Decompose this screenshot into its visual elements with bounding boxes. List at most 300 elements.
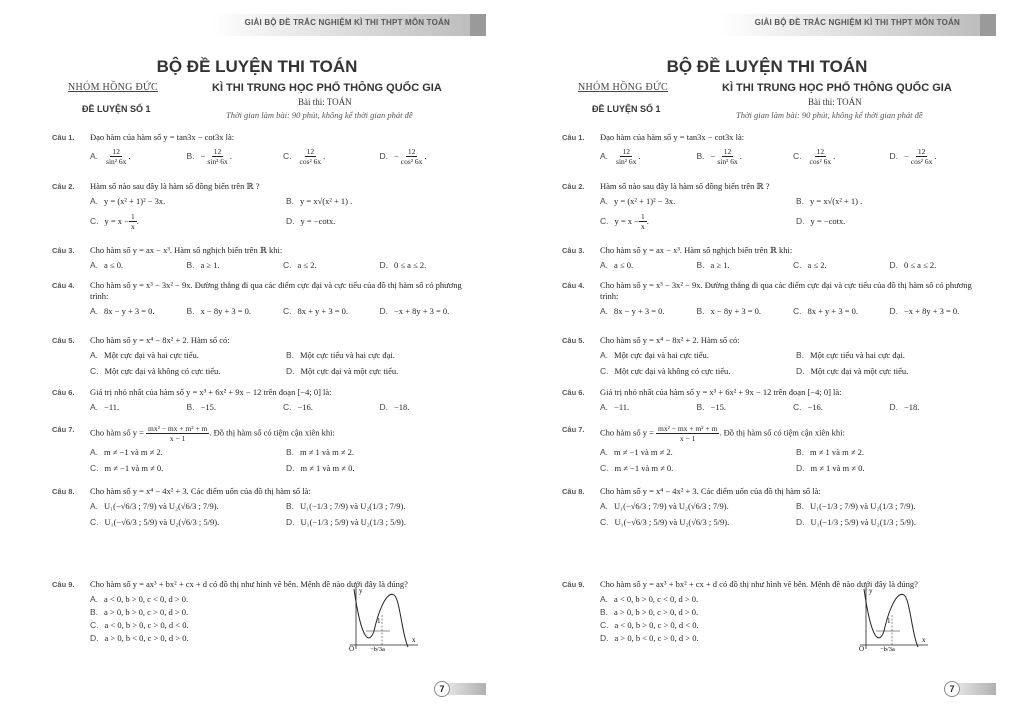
question-number: Câu 1. [52,133,75,142]
question-text [600,424,980,443]
option-text: y = −cotx. [300,216,336,226]
option-letter: B. [696,402,705,412]
answer-options [600,306,980,317]
fraction-numerator: 12 [306,147,315,156]
option-letter: C. [600,366,609,376]
option-text: a ≤ 0. [104,260,124,270]
answer-option-b [187,260,278,271]
option-text: Một cực đại và một cực tiểu. [300,366,399,376]
option-letter: B. [696,306,705,316]
answer-option-b [796,350,980,361]
answer-option-a [600,501,790,512]
option-text: Một cực đại và một cực tiểu. [810,366,909,376]
option-letter: A. [600,501,609,511]
tick-label: −b/3a [880,646,895,651]
peak-label: 1 [377,617,381,625]
answer-option-d [90,633,320,644]
option-text: Một cực tiểu và hai cực đại. [810,350,905,360]
answer-option-a [90,196,280,207]
answer-option-c [90,463,280,474]
option-text: Một cực tiểu và hai cực đại. [300,350,395,360]
page-title: BỘ ĐỀ LUYỆN THI TOÁN [156,57,358,76]
option-text: y = (x² + 1)² − 3x. [614,196,676,206]
fraction-numerator: mx² − mx + m² + m [148,424,208,433]
y-label: y [359,587,363,595]
answer-option-a [90,260,181,271]
answer-options [90,594,320,644]
question-9 [562,579,980,651]
x-label: x [412,636,416,644]
question-text: Cho hàm số y = x³ − 3x² − 9x. Đường thẳng đi qua các điểm cực đại và cực tiểu của đồ thị hàm số có phương trình: [90,280,462,301]
option-letter: C. [793,260,802,270]
answer-option-a [90,147,181,166]
option-text: 8x − y + 3 = 0. [614,306,665,316]
option-text: y = x√(x² + 1) . [810,196,863,206]
peak-label: 1 [887,617,891,625]
answer-options [600,402,980,413]
question-text: Cho hàm số y = x⁴ − 4x² + 3. Các điểm uốn của đồ thị hàm số là: [600,486,821,496]
answer-option-b [286,196,470,207]
answer-option-d [286,366,470,377]
fraction-numerator: 12 [723,147,732,156]
answer-option-d [380,402,471,413]
answer-options [90,147,470,166]
answer-option-c [90,212,280,231]
question-text: Giá trị nhỏ nhất của hàm số y = x³ + 6x² + 9x − 12 trên đoạn [−4; 0] là: [600,387,842,397]
question-text-post: . Đồ thị hàm số có tiệm cận xiên khi: [719,427,845,438]
question-text: Hàm số nào sau đây là hàm số đồng biến trên ℝ ? [600,181,770,191]
option-text: U₁(−1/3 ; 7/9) và U₂(1/3 ; 7/9). [300,501,406,511]
option-letter: A. [90,260,99,270]
exam-name: KÌ THI TRUNG HỌC PHỔ THÔNG QUỐC GIA [722,82,952,94]
option-suffix: . [128,151,131,161]
option-text: −16. [297,402,313,412]
option-text: a ≤ 2. [297,260,317,270]
answer-option-d [796,517,980,528]
option-letter: C. [90,517,99,527]
question-number: Câu 2. [562,182,585,191]
y-label: y [869,587,873,595]
answer-option-a [90,447,280,458]
answer-option-c [793,402,884,413]
question-text: Cho hàm số y = ax − x³. Hàm số nghịch biến trên ℝ khi: [90,245,283,255]
fraction-denominator: sin² 6x [616,157,637,166]
answer-option-d [890,306,981,317]
option-text: a ≤ 2. [807,260,827,270]
question-text: Cho hàm số y = ax³ + bx² + cx + d có đồ thị như hình vẽ bên. Mệnh đề nào dưới đây là đúng? [600,579,918,589]
option-suffix: . [638,151,641,161]
option-letter: C. [283,260,292,270]
option-letter: A. [90,151,99,161]
question-text: Cho hàm số y = ax³ + bx² + cx + d có đồ thị như hình vẽ bên. Mệnh đề nào dưới đây là đúng? [90,579,408,589]
fraction-denominator: sin² 6x [717,157,738,166]
answer-option-a [600,350,790,361]
option-letter: B. [186,260,195,270]
option-prefix: y = x − [614,216,639,226]
header-bar-end [980,14,996,36]
question-7 [52,424,470,474]
option-text: −11. [104,402,120,412]
fraction-numerator: 12 [622,147,630,156]
fraction-numerator: 12 [816,147,825,156]
question-number: Câu 5. [562,336,585,345]
option-letter: B. [286,447,295,457]
question-8 [562,486,980,528]
answer-option-d [380,306,471,317]
exam-subject: Bài thi: TOÁN [808,97,862,107]
option-letter: A. [600,447,609,457]
page-number-bar [446,683,486,695]
question-number: Câu 4. [52,281,75,290]
answer-option-a [600,147,691,166]
cubic-curve [354,589,408,647]
question-text: Cho hàm số y = x⁴ − 8x² + 2. Hàm số có: [600,335,740,345]
answer-option-d [286,463,470,474]
answer-options [90,260,470,271]
option-text: m ≠ −1 và m ≠ 2. [104,447,163,457]
answer-option-d [890,260,981,271]
option-text: x − 8y + 3 = 0. [710,306,762,316]
option-suffix: . [323,151,326,161]
option-letter: B. [286,501,295,511]
answer-option-b [600,607,830,618]
answer-options [600,501,980,528]
question-number: Câu 2. [52,182,75,191]
question-text: Cho hàm số y = x⁴ − 8x² + 2. Hàm số có: [90,335,230,345]
answer-option-b [187,402,278,413]
option-letter: B. [796,501,805,511]
option-letter: D. [796,366,805,376]
answer-option-b [697,260,788,271]
option-letter: B. [696,260,705,270]
answer-option-c [283,147,374,166]
option-fraction [909,147,935,166]
option-fraction [298,147,324,166]
option-letter: D. [286,216,295,226]
fraction-denominator: cos² 6x [299,157,322,166]
question-number: Câu 7. [52,425,75,434]
option-suffix: . [934,151,937,161]
option-letter: B. [286,350,295,360]
option-letter: A. [600,260,609,270]
option-fraction [808,147,834,166]
option-text: m ≠ 1 và m ≠ 2. [810,447,864,457]
option-letter: B. [796,196,805,206]
option-letter: A. [90,402,99,412]
option-text: y = −cotx. [810,216,846,226]
fraction-denominator: x − 1 [679,434,696,443]
answer-option-c [600,517,790,528]
option-text: a < 0, b > 0, c < 0, d > 0. [614,594,699,604]
option-text: Một cực đại và không có cực tiểu. [614,366,731,376]
option-text: a > 0, b > 0, c > 0, d > 0. [614,607,699,617]
answer-option-a [600,196,790,207]
option-letter: D. [90,633,99,643]
option-fraction [129,212,137,231]
page-title: BỘ ĐỀ LUYỆN THI TOÁN [666,57,868,76]
answer-option-a [600,260,691,271]
option-suffix: . [646,216,649,226]
answer-option-a [600,594,830,605]
x-label: x [922,636,926,644]
question-number: Câu 9. [562,580,585,589]
answer-option-b [697,306,788,317]
option-letter: A. [90,447,99,457]
option-letter: D. [600,633,609,643]
question-number: Câu 5. [52,336,75,345]
question-number: Câu 9. [52,580,75,589]
answer-option-a [90,306,181,317]
answer-option-a [90,350,280,361]
exam-subject: Bài thi: TOÁN [298,97,352,107]
page-number: 7 [434,681,450,697]
answer-options [90,306,470,317]
option-letter: C. [90,216,99,226]
option-text: m ≠ 1 và m ≠ 0. [810,463,865,473]
answer-option-b [286,447,470,458]
answer-option-d [380,260,471,271]
answer-options [90,350,470,377]
question-text: Hàm số nào sau đây là hàm số đồng biến trên ℝ ? [90,181,260,191]
option-fraction [639,212,647,231]
option-text: Một cực đại và không có cực tiểu. [104,366,221,376]
option-text: −16. [807,402,823,412]
option-letter: C. [90,366,99,376]
fraction-numerator: 1 [640,212,645,221]
option-prefix: y = x − [104,216,129,226]
question-4 [52,280,470,317]
option-letter: B. [186,306,195,316]
answer-option-c [90,620,320,631]
option-text: a ≥ 1. [710,260,730,270]
option-suffix: . [136,216,139,226]
option-letter: D. [889,402,898,412]
question-9 [52,579,470,651]
option-letter: D. [286,517,295,527]
option-suffix: . [833,151,836,161]
answer-option-c [600,463,790,474]
cubic-curve [864,589,918,647]
question-number: Câu 8. [52,487,75,496]
answer-options [600,196,980,231]
option-fraction [205,147,229,166]
question-8 [52,486,470,528]
option-text: m ≠ −1 và m ≠ 2. [614,447,673,457]
answer-option-b [187,306,278,317]
origin-label: O [349,645,355,651]
answer-option-c [793,306,884,317]
option-letter: D. [379,151,388,161]
page-right [516,0,1018,725]
question-5 [52,335,470,377]
answer-option-a [90,594,320,605]
exam-name: KÌ THI TRUNG HỌC PHỔ THÔNG QUỐC GIA [212,82,442,94]
answer-option-a [600,447,790,458]
answer-option-b [796,196,980,207]
question-5 [562,335,980,377]
graph-svg [852,585,932,651]
question-2 [562,181,980,231]
question-number: Câu 1. [562,133,585,142]
fraction-numerator: mx² − mx + m² + m [658,424,718,433]
publisher-name: NHÓM HỒNG ĐỨC [68,82,158,93]
option-fraction [399,147,425,166]
answer-option-d [796,366,980,377]
option-text: Một cực đại và hai cực tiểu. [614,350,709,360]
option-letter: B. [186,151,195,161]
answer-option-c [600,212,790,231]
option-text: x − 8y + 3 = 0. [200,306,252,316]
answer-option-d [796,463,980,474]
question-1 [562,132,980,166]
answer-option-c [283,402,374,413]
option-letter: C. [600,216,609,226]
option-letter: B. [286,196,295,206]
option-letter: A. [600,402,609,412]
option-text: a > 0, b < 0, c > 0, d > 0. [614,633,699,643]
running-header: GIẢI BỘ ĐỀ TRẮC NGHIỆM KÌ THI THPT MÔN TOÁN [754,18,960,27]
question-text [90,424,470,443]
option-prefix: − [904,151,909,161]
option-fraction [715,147,739,166]
page-number-badge [944,681,996,697]
question-number: Câu 3. [52,246,75,255]
answer-option-a [600,306,691,317]
option-text: a < 0, b > 0, c > 0, d < 0. [104,620,189,630]
option-text: 0 ≤ a ≤ 2. [904,260,937,270]
option-text: U₁(−1/3 ; 5/9) và U₂(1/3 ; 5/9). [810,517,916,527]
question-number: Câu 6. [562,388,585,397]
answer-option-b [286,501,470,512]
header-bar-end [470,14,486,36]
answer-option-c [793,147,884,166]
option-letter: D. [796,517,805,527]
option-letter: D. [379,260,388,270]
option-text: a < 0, b > 0, c > 0, d < 0. [614,620,699,630]
question-6 [52,387,470,413]
fraction-denominator: x [130,222,135,231]
question-number: Câu 3. [562,246,585,255]
option-text: a < 0, b > 0, c < 0, d > 0. [104,594,189,604]
fraction-denominator: x [640,222,645,231]
option-text: U₁(−1/3 ; 7/9) và U₂(1/3 ; 7/9). [810,501,916,511]
time-note: Thời gian làm bài: 90 phút, không kể thời gian phát đề [736,110,923,120]
fraction-numerator: 1 [130,212,135,221]
option-fraction [104,147,131,166]
question-text: Cho hàm số y = ax − x³. Hàm số nghịch biến trên ℝ khi: [600,245,793,255]
answer-option-d [380,147,471,166]
question-text: Cho hàm số y = x⁴ − 4x² + 3. Các điểm uốn của đồ thị hàm số là: [90,486,311,496]
option-letter: D. [286,463,295,473]
question-text: Cho hàm số y = x³ − 3x² − 9x. Đường thẳng đi qua các điểm cực đại và cực tiểu của đồ thị hàm số có phương trình: [600,280,972,301]
graph-svg [342,585,422,651]
answer-option-b [796,447,980,458]
question-text-post: . Đồ thị hàm số có tiệm cận xiên khi: [209,427,335,438]
fraction-numerator: 12 [112,147,120,156]
practice-set-label: ĐỀ LUYỆN SỐ 1 [82,104,151,114]
practice-set-label: ĐỀ LUYỆN SỐ 1 [592,104,661,114]
option-letter: C. [600,620,609,630]
option-text: U₁(−1/3 ; 5/9) và U₂(1/3 ; 5/9). [300,517,406,527]
answer-option-d [286,212,470,231]
option-letter: A. [600,151,609,161]
question-2 [52,181,470,231]
answer-options [90,402,470,413]
option-suffix: . [229,151,232,161]
question-fraction [146,424,209,443]
option-text: m ≠ −1 và m ≠ 0. [104,463,164,473]
answer-option-c [90,366,280,377]
origin-label: O [859,645,865,651]
option-letter: A. [90,196,99,206]
question-6 [562,387,980,413]
answer-option-a [90,501,280,512]
option-text: a ≤ 0. [614,260,634,270]
option-letter: B. [90,607,99,617]
question-number: Câu 8. [562,487,585,496]
option-letter: B. [796,447,805,457]
answer-options [600,447,980,474]
option-fraction [614,147,641,166]
option-letter: D. [889,306,898,316]
question-text-pre: Cho hàm số y = [600,427,657,438]
option-text: m ≠ 1 và m ≠ 2. [300,447,354,457]
question-number: Câu 4. [562,281,585,290]
option-text: 8x − y + 3 = 0. [104,306,155,316]
option-text: −x + 8y + 3 = 0. [394,306,450,316]
option-text: −15. [200,402,216,412]
option-text: U₁(−√6/3 ; 7/9) và U₂(√6/3 ; 7/9). [104,501,219,511]
question-number: Câu 6. [52,388,75,397]
fraction-denominator: sin² 6x [207,157,228,166]
option-letter: C. [793,306,802,316]
question-text: Đạo hàm của hàm số y = tan3x − cot3x là: [90,132,235,142]
answer-options [600,147,980,166]
fraction-denominator: cos² 6x [809,157,832,166]
option-letter: C. [90,620,99,630]
option-letter: B. [796,350,805,360]
option-text: y = x√(x² + 1) . [300,196,353,206]
option-text: −15. [710,402,726,412]
option-letter: C. [600,463,609,473]
answer-option-b [796,501,980,512]
question-4 [562,280,980,317]
answer-option-d [286,517,470,528]
option-text: −11. [614,402,630,412]
option-letter: D. [889,260,898,270]
answer-option-b [697,402,788,413]
option-letter: B. [600,607,609,617]
option-text: a ≥ 1. [200,260,220,270]
option-text: m ≠ 1 và m ≠ 0. [300,463,355,473]
option-text: −x + 8y + 3 = 0. [904,306,960,316]
answer-option-b [187,147,278,166]
cubic-graph [342,585,422,651]
answer-option-d [890,402,981,413]
answer-option-c [283,260,374,271]
option-letter: A. [600,350,609,360]
option-letter: D. [286,366,295,376]
option-prefix: − [394,151,399,161]
answer-option-b [697,147,788,166]
question-7 [562,424,980,474]
fraction-numerator: 12 [213,147,222,156]
page-number-bar [956,683,996,695]
option-letter: D. [796,216,805,226]
option-text: −18. [904,402,920,412]
answer-option-c [793,260,884,271]
answer-option-a [90,402,181,413]
